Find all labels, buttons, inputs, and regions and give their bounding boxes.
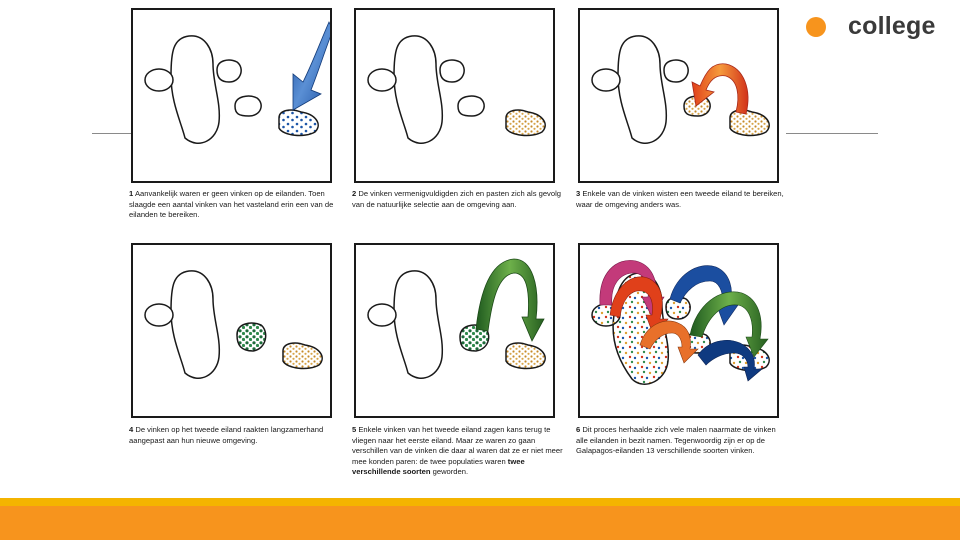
panel-1-illustration: [133, 10, 330, 181]
caption-5-number: 5: [352, 425, 357, 434]
caption-4-text: De vinken op het tweede eiland raakten langzamerhand aangepast aan hun nieuwe omgeving.: [129, 425, 324, 445]
panel-5-illustration: [356, 245, 553, 416]
divider-left: [92, 133, 132, 134]
caption-6-text: Dit proces herhaalde zich vele malen naarmate de vinken alle eilanden in bezit namen. Tegenwoordig zijn er op de Galapagos-eilanden 13 verschillende soorten vinken.: [576, 425, 776, 456]
caption-2-text: De vinken vermenigvuldigden zich en pasten zich als gevolg van de natuurlijke selectie aan de omgeving aan.: [352, 189, 561, 209]
caption-4: [129, 425, 341, 446]
caption-5: [352, 425, 564, 478]
caption-2: [352, 189, 564, 210]
caption-3-number: 3: [576, 189, 581, 198]
caption-2-number: 2: [352, 189, 357, 198]
caption-3-text: Enkele van de vinken wisten een tweede eiland te bereiken, waar de omgeving anders was.: [576, 189, 784, 209]
caption-5-text-after: geworden.: [432, 467, 469, 477]
panel-5: [354, 243, 555, 418]
panel-6: [578, 243, 779, 418]
panel-6-illustration: [580, 245, 777, 416]
caption-4-number: 4: [129, 425, 134, 434]
caption-1-text: Aanvankelijk waren er geen vinken op de eilanden. Toen slaagde een aantal vinken van het vasteland erin een van de eilanden te bereiken.: [129, 189, 334, 220]
panel-2-illustration: [356, 10, 553, 181]
panel-1: [131, 8, 332, 183]
college-logo: [806, 12, 936, 41]
caption-5-text: Enkele vinken van het tweede eiland zagen kans terug te vliegen naar het eerste eiland. Maar ze waren zo gaan verschillen van de vinken die daar al waren dat ze er niet meer mee konden paren: de twee populaties waren: [352, 425, 563, 466]
caption-3: [576, 189, 788, 210]
caption-6: [576, 425, 788, 457]
logo-text: college: [848, 12, 936, 40]
caption-1-number: 1: [129, 189, 134, 198]
panel-3-illustration: [580, 10, 777, 181]
caption-1: [129, 189, 341, 221]
panel-4: [131, 243, 332, 418]
logo-dot-icon: [806, 17, 826, 37]
divider-right: [786, 133, 878, 134]
caption-6-number: 6: [576, 425, 581, 434]
panel-2: [354, 8, 555, 183]
panel-4-illustration: [133, 245, 330, 416]
caption-5-bold: twee verschillende soorten: [352, 456, 525, 477]
footer-band-yellow: [0, 498, 960, 506]
panel-3: [578, 8, 779, 183]
footer-band-orange: [0, 506, 960, 540]
